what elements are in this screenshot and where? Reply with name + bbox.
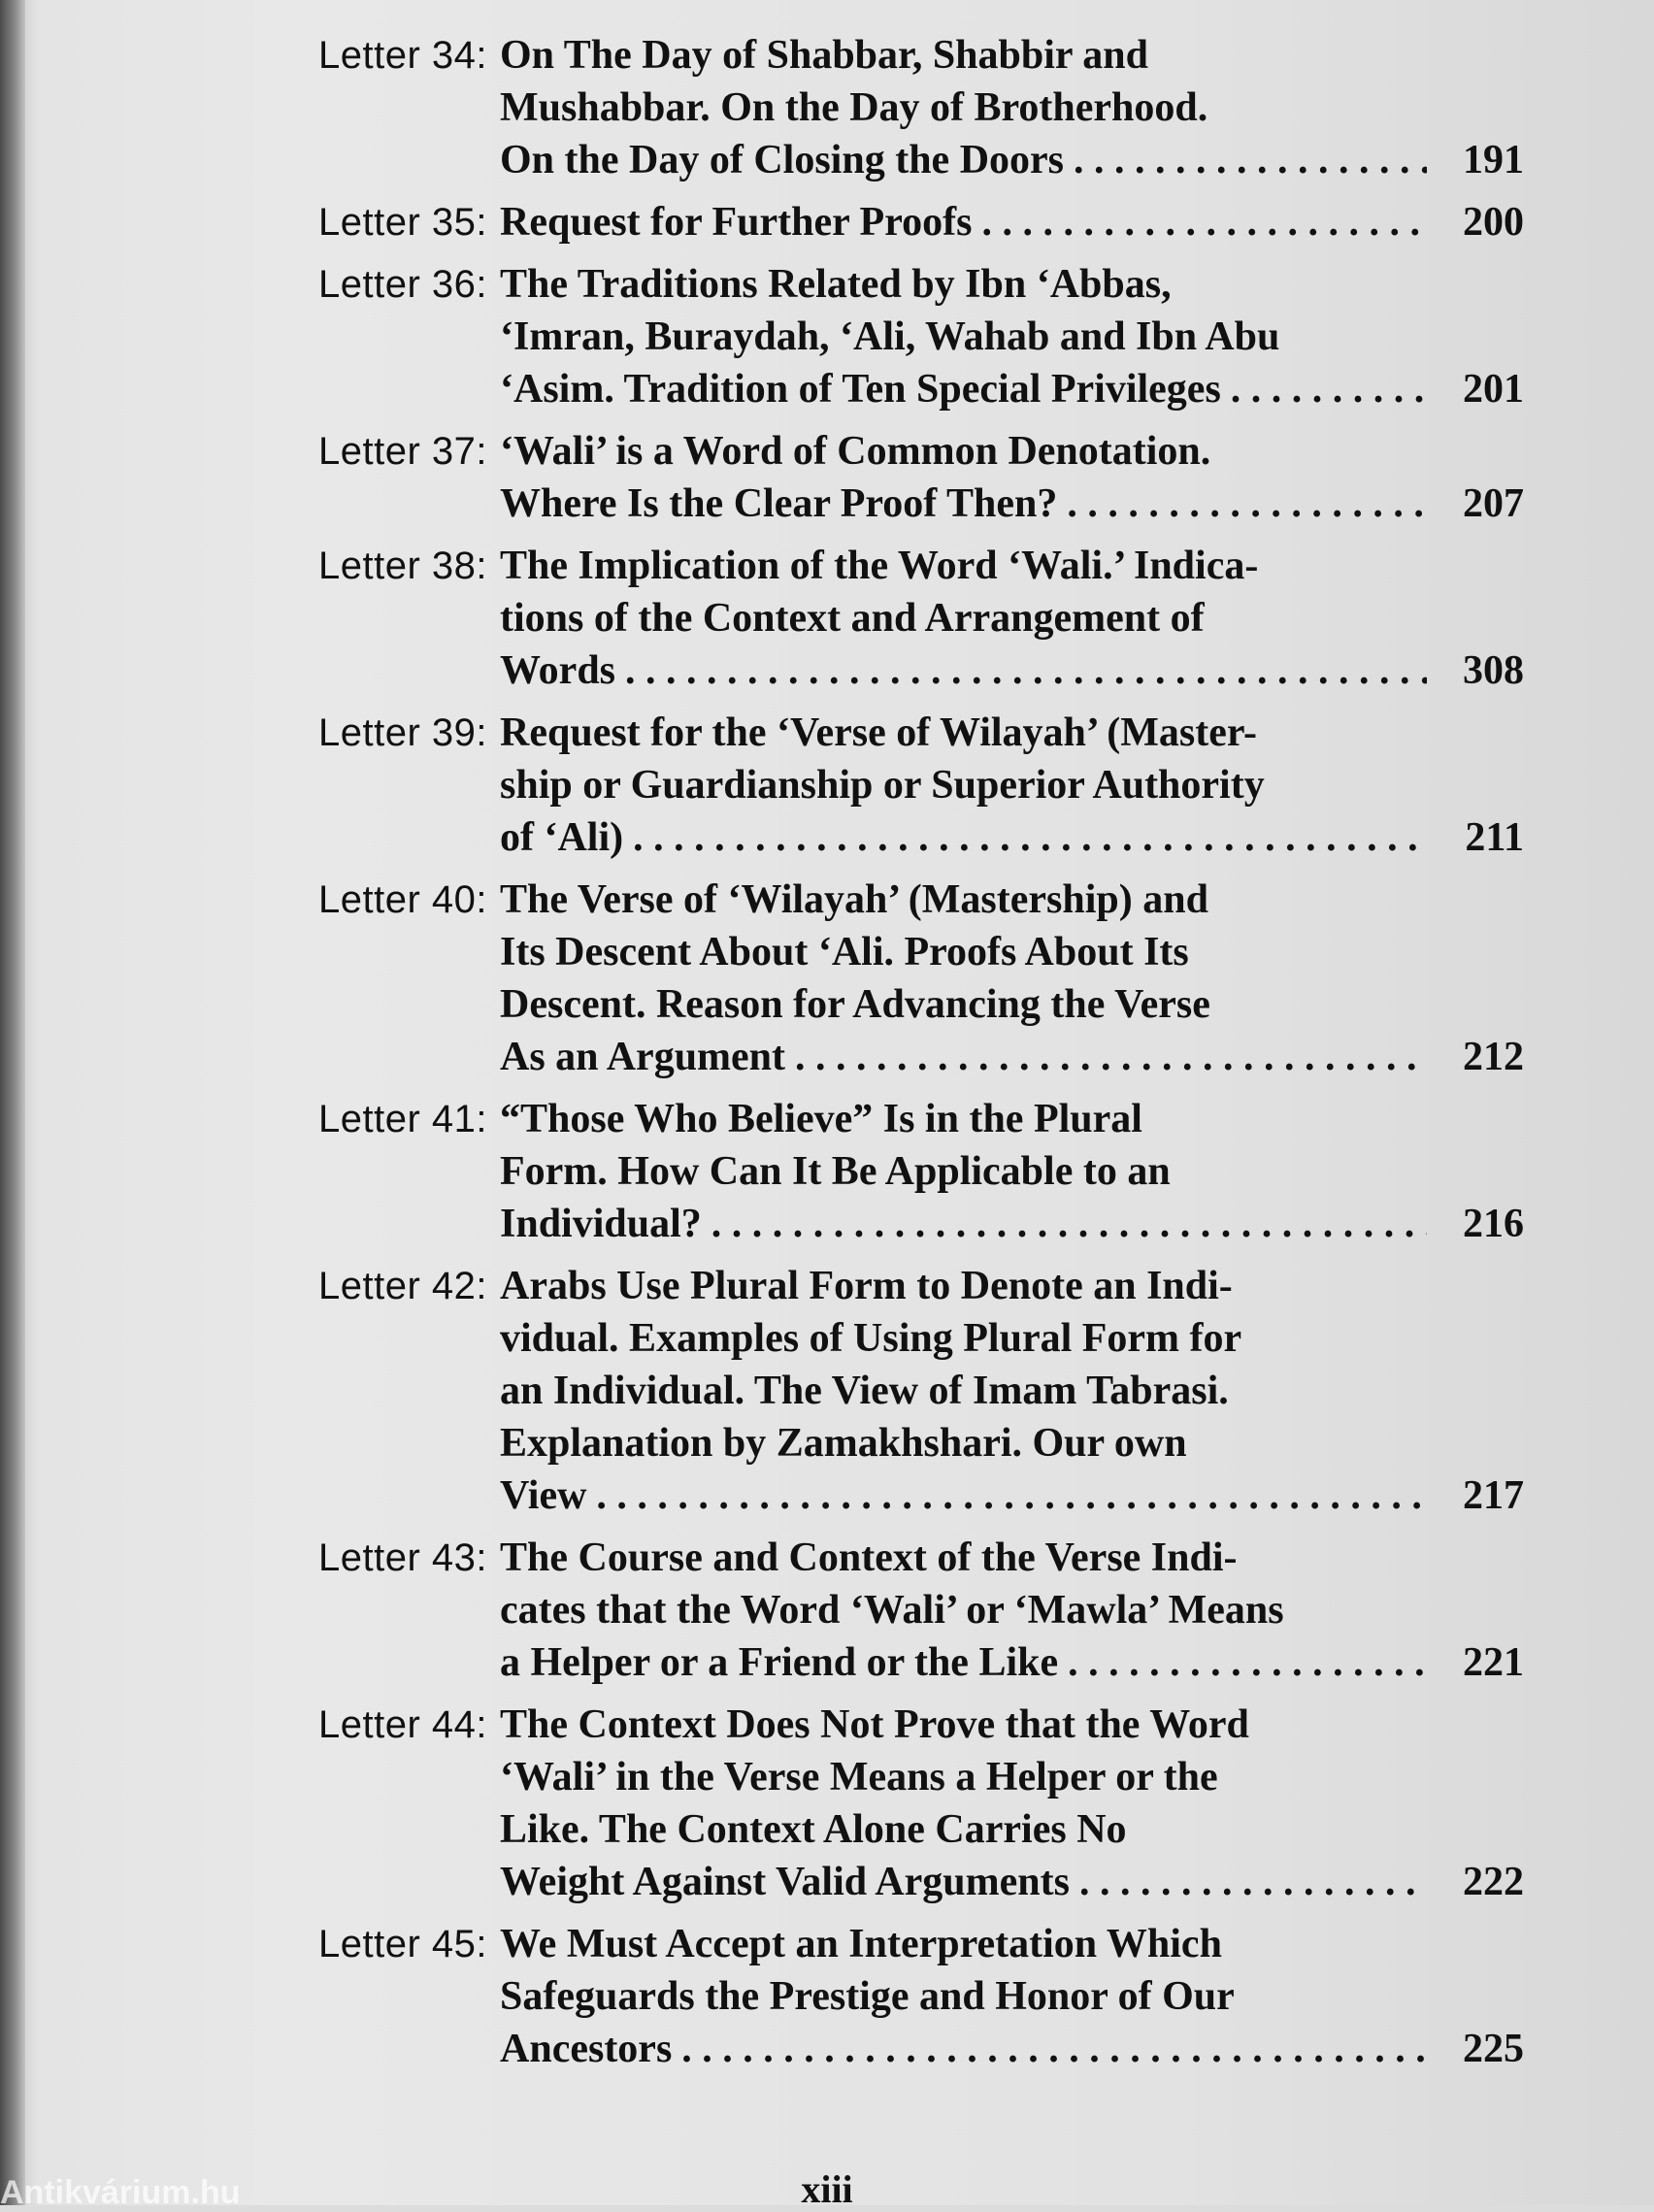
toc-entry-title-line: Request for the ‘Verse of Wilayah’ (Master- (500, 710, 1257, 755)
toc-entry-title-line: Like. The Context Alone Carries No (500, 1807, 1127, 1852)
toc-entry-label: Letter 38: (317, 545, 487, 587)
toc-entry-label: Letter 36: (317, 263, 487, 306)
toc-entry-title-line: The Course and Context of the Verse Indi- (500, 1535, 1238, 1580)
toc-entry-title-line: “Those Who Believe” Is in the Plural (500, 1097, 1142, 1141)
dot-leader (681, 2023, 1427, 2075)
toc-entry-title-line: View (500, 1473, 587, 1518)
toc-entry-last-line (500, 1636, 1524, 1689)
table-of-contents (262, 29, 1524, 2085)
toc-entry-title-line: ‘Imran, Buraydah, ‘Ali, Wahab and Ibn Abu (500, 314, 1280, 359)
toc-entry-last-line (500, 2023, 1524, 2075)
toc-entry-last-line (500, 134, 1524, 186)
toc-entry-title-line: Descent. Reason for Advancing the Verse (500, 982, 1210, 1027)
toc-entry-last-line (500, 811, 1524, 864)
toc-entry (262, 1093, 1524, 1250)
toc-entry-label: Letter 34: (317, 34, 487, 77)
toc-entry-title-line: of ‘Ali) (500, 815, 624, 860)
toc-entry-title-line: Weight Against Valid Arguments (500, 1860, 1070, 1904)
toc-entry-last-line (500, 1198, 1524, 1250)
toc-entry (262, 540, 1524, 697)
dot-leader (596, 1469, 1427, 1522)
toc-entry-label: Letter 43: (317, 1536, 487, 1579)
toc-entry-title-line: Its Descent About ‘Ali. Proofs About Its (500, 930, 1189, 974)
toc-entry-title-line: We Must Accept an Interpretation Which (500, 1922, 1222, 1966)
toc-entry (262, 1699, 1524, 1908)
toc-entry-last-line (500, 1469, 1524, 1522)
toc-entry-title-line: ‘Wali’ is a Word of Common Denotation. (500, 429, 1211, 474)
toc-entry-title-line: cates that the Word ‘Wali’ or ‘Mawla’ Means (500, 1588, 1284, 1633)
page-folio: xiii (801, 2167, 853, 2211)
toc-entry-label: Letter 44: (317, 1703, 487, 1746)
dot-leader (795, 1031, 1427, 1083)
watermark: Antikvárium.hu (0, 2174, 241, 2211)
dot-leader (1231, 363, 1427, 415)
toc-entry-title-line: tions of the Context and Arrangement of (500, 596, 1205, 641)
toc-entry (262, 1260, 1524, 1522)
dot-leader (981, 196, 1427, 248)
toc-entry-title-line: Arabs Use Plural Form to Denote an Indi- (500, 1264, 1233, 1308)
toc-entry-title-line: The Context Does Not Prove that the Word (500, 1702, 1249, 1747)
toc-entry-title-line: On the Day of Closing the Doors (500, 138, 1065, 182)
toc-entry-label: Letter 41: (317, 1098, 487, 1140)
toc-entry-last-line (500, 1856, 1524, 1908)
toc-entry-title-line: The Implication of the Word ‘Wali.’ Indica- (500, 544, 1259, 588)
toc-entry-label: Letter 39: (317, 711, 487, 754)
toc-entry-title-line: ship or Guardianship or Superior Authority (500, 763, 1265, 808)
toc-entry-page-number: 225 (1463, 2027, 1524, 2071)
toc-entry-last-line (500, 1031, 1524, 1083)
toc-entry-last-line (500, 363, 1524, 415)
toc-entry-last-line (500, 196, 1524, 248)
dot-leader (1079, 1856, 1427, 1908)
toc-entry (262, 1918, 1524, 2075)
toc-entry (262, 196, 1524, 248)
toc-entry-label: Letter 40: (317, 878, 487, 921)
toc-entry-label: Letter 35: (317, 201, 487, 244)
toc-entry-title-line: Where Is the Clear Proof Then? (500, 481, 1058, 526)
toc-entry-title-line: Explanation by Zamakhshari. Our own (500, 1421, 1187, 1466)
toc-entry-page-number: 191 (1463, 138, 1524, 182)
toc-entry-title-line: The Traditions Related by Ibn ‘Abbas, (500, 262, 1172, 307)
dot-leader (711, 1198, 1427, 1250)
toc-entry-page-number: 217 (1463, 1473, 1524, 1518)
toc-entry-page-number: 216 (1463, 1202, 1524, 1246)
toc-entry-label: Letter 37: (317, 430, 487, 473)
toc-entry-title-line: an Individual. The View of Imam Tabrasi. (500, 1369, 1229, 1413)
toc-entry-title-line: Ancestors (500, 2027, 673, 2071)
toc-entry-title-line: Mushabbar. On the Day of Brotherhood. (500, 85, 1208, 130)
dot-leader (1074, 134, 1427, 186)
toc-entry-title-line: ‘Asim. Tradition of Ten Special Privileges (500, 367, 1221, 412)
toc-entry-page-number: 212 (1463, 1035, 1524, 1079)
toc-entry-title-line: On The Day of Shabbar, Shabbir and (500, 33, 1149, 78)
dot-leader (625, 644, 1427, 697)
toc-entry (262, 258, 1524, 415)
toc-entry-page-number: 221 (1463, 1640, 1524, 1685)
toc-entry-label: Letter 45: (317, 1923, 487, 1965)
toc-entry-title-line: ‘Wali’ in the Verse Means a Helper or the (500, 1755, 1218, 1799)
toc-entry (262, 29, 1524, 186)
toc-entry-page-number: 207 (1463, 481, 1524, 526)
toc-entry-last-line (500, 478, 1524, 530)
toc-entry-page-number: 222 (1463, 1860, 1524, 1904)
toc-entry-title-line: Words (500, 648, 616, 693)
toc-entry (262, 707, 1524, 864)
dot-leader (1067, 478, 1427, 530)
toc-entry-last-line (500, 644, 1524, 697)
toc-entry-title-line: Safeguards the Prestige and Honor of Our (500, 1974, 1235, 2019)
book-spine (0, 0, 25, 2205)
toc-entry (262, 425, 1524, 530)
toc-entry-title-line: Individual? (500, 1202, 702, 1246)
toc-entry-title-line: As an Argument (500, 1035, 786, 1079)
toc-entry (262, 874, 1524, 1083)
toc-entry-page-number: 200 (1463, 200, 1524, 245)
toc-entry-title-line: Form. How Can It Be Applicable to an (500, 1149, 1171, 1194)
toc-entry-title-line: vidual. Examples of Using Plural Form for (500, 1316, 1242, 1361)
toc-entry-title-line: The Verse of ‘Wilayah’ (Mastership) and (500, 877, 1208, 922)
dot-leader (1068, 1636, 1427, 1689)
toc-entry-title-line: Request for Further Proofs (500, 200, 973, 245)
toc-entry-page-number: 211 (1465, 815, 1524, 860)
toc-entry (262, 1532, 1524, 1689)
toc-entry-page-number: 201 (1463, 367, 1524, 412)
toc-entry-title-line: a Helper or a Friend or the Like (500, 1640, 1059, 1685)
dot-leader (633, 811, 1427, 864)
toc-entry-page-number: 308 (1463, 648, 1524, 693)
toc-entry-label: Letter 42: (317, 1265, 487, 1307)
